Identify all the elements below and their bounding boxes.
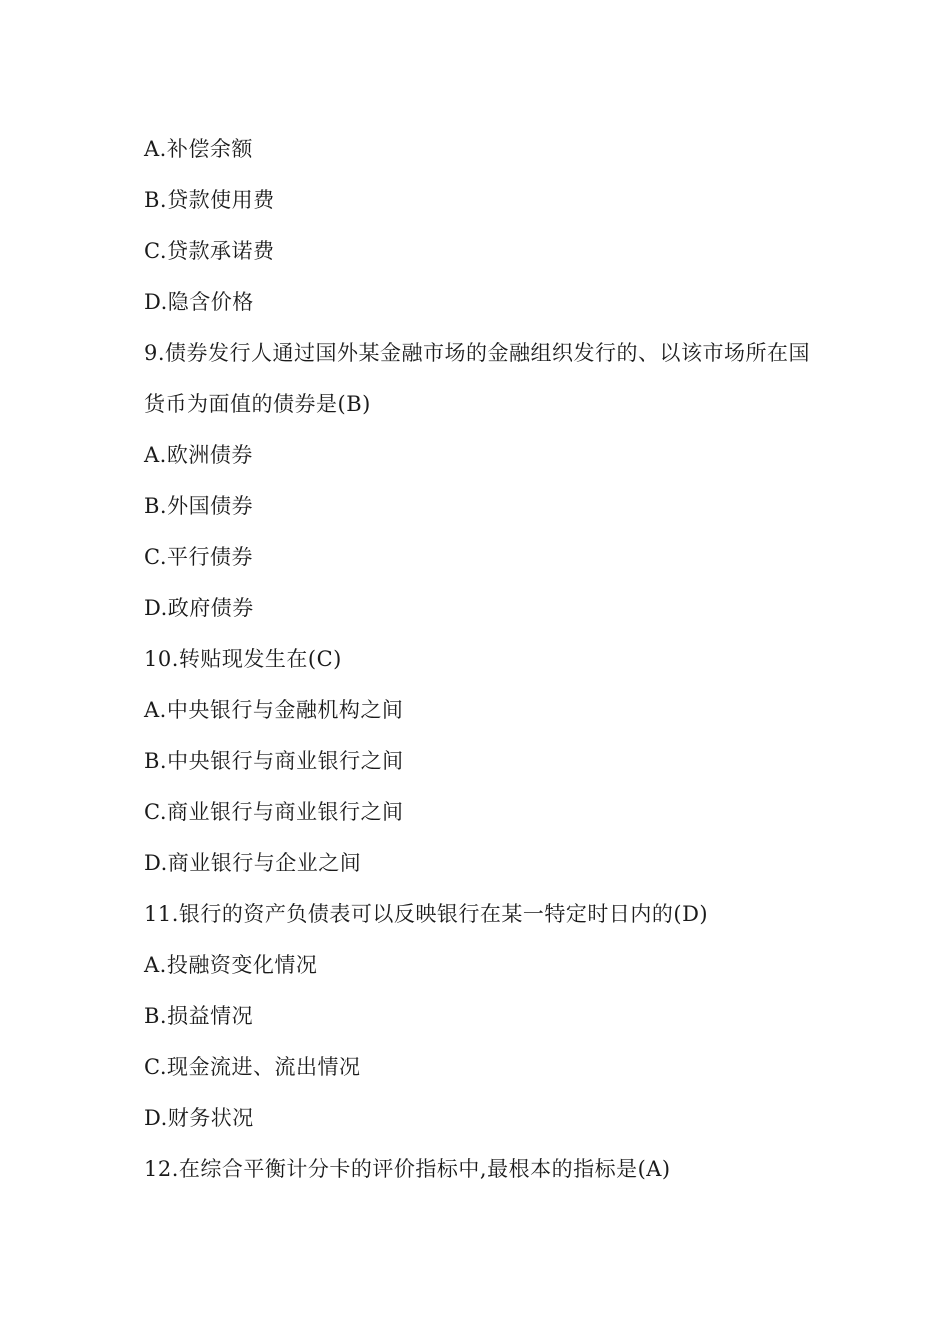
option-line: A.欧洲债券 bbox=[144, 443, 253, 467]
option-line: C.平行债券 bbox=[144, 545, 253, 569]
option-line: B.中央银行与商业银行之间 bbox=[144, 749, 404, 773]
option-line: B.损益情况 bbox=[144, 1004, 254, 1028]
option-line: C.商业银行与商业银行之间 bbox=[144, 800, 404, 824]
option-line: D.政府债券 bbox=[144, 596, 254, 620]
option-line: B.外国债券 bbox=[144, 494, 254, 518]
option-line: C.贷款承诺费 bbox=[144, 239, 275, 263]
document-body bbox=[144, 124, 844, 1195]
option-line: D.财务状况 bbox=[144, 1106, 254, 1130]
question-line: 货币为面值的债券是(B) bbox=[144, 392, 371, 416]
option-line: B.贷款使用费 bbox=[144, 188, 275, 212]
option-line: D.商业银行与企业之间 bbox=[144, 851, 362, 875]
option-line: A.补偿余额 bbox=[144, 137, 253, 161]
option-line: C.现金流进、流出情况 bbox=[144, 1055, 361, 1079]
option-line: D.隐含价格 bbox=[144, 290, 254, 314]
question-line: 9.债券发行人通过国外某金融市场的金融组织发行的、以该市场所在国 bbox=[144, 341, 811, 365]
question-line: 11.银行的资产负债表可以反映银行在某一特定时日内的(D) bbox=[144, 902, 709, 926]
question-line: 12.在综合平衡计分卡的评价指标中,最根本的指标是(A) bbox=[144, 1157, 671, 1181]
option-line: A.投融资变化情况 bbox=[144, 953, 318, 977]
question-line: 10.转贴现发生在(C) bbox=[144, 647, 342, 671]
option-line: A.中央银行与金融机构之间 bbox=[144, 698, 404, 722]
